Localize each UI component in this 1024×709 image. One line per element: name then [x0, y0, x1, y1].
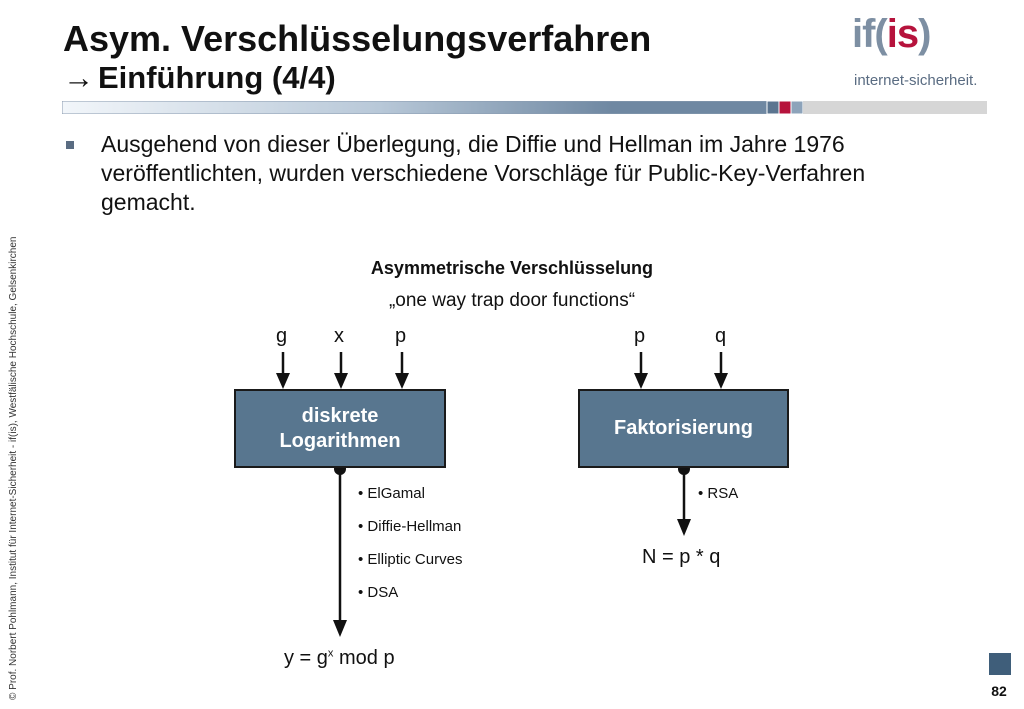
page-marker-square	[989, 653, 1011, 675]
bullet-text: Ausgehend von dieser Überlegung, die Diffie und Hellman im Jahre 1976 veröffentlichten, wurden verschiedene Vorschläge für Public-Key-Verfahren gemacht.	[101, 131, 866, 215]
diagram-title: Asymmetrische Verschlüsselung	[370, 258, 654, 278]
diagram-subtitle: „one way trap door functions“	[388, 290, 636, 311]
list-item: • DSA	[358, 584, 399, 601]
box-label-line2: Logarithmen	[279, 429, 401, 452]
input-label-p: p	[634, 325, 646, 347]
formula-factorization: N = p * q	[642, 546, 721, 568]
logo-mark: if(is)	[852, 12, 931, 56]
copyright-side-text: © Prof. Norbert Pohlmann, Institut für Internet-Sicherheit - if(is), Westfälische Hochschule, Gelsenkirchen	[8, 236, 19, 700]
slide-title: Asym. Verschlüsselungsverfahren	[63, 18, 652, 59]
input-label-g: g	[276, 325, 288, 347]
algorithm-list-right	[698, 477, 738, 510]
logo-subtitle: internet-sicherheit.	[854, 72, 978, 89]
box-factorization	[578, 389, 789, 468]
list-item: • Diffie-Hellman	[358, 518, 462, 535]
input-label-q: q	[715, 325, 727, 347]
formula-discrete-log: $y = g^x$ mod p	[284, 647, 395, 669]
page-number: 82	[991, 683, 1007, 699]
box-label-line1: diskrete	[301, 404, 379, 427]
input-label-x: x	[334, 325, 344, 347]
subtitle-text: Einführung (4/4)	[98, 60, 336, 95]
list-item: • RSA	[698, 485, 739, 502]
input-label-p: p	[395, 325, 407, 347]
arrow-right-icon: →	[63, 60, 94, 95]
box-discrete-logarithms	[234, 389, 446, 468]
list-item: • Elliptic Curves	[358, 551, 463, 568]
algorithm-list-left	[358, 477, 462, 609]
box-label: Faktorisierung	[614, 417, 753, 439]
list-item: • ElGamal	[358, 485, 425, 502]
